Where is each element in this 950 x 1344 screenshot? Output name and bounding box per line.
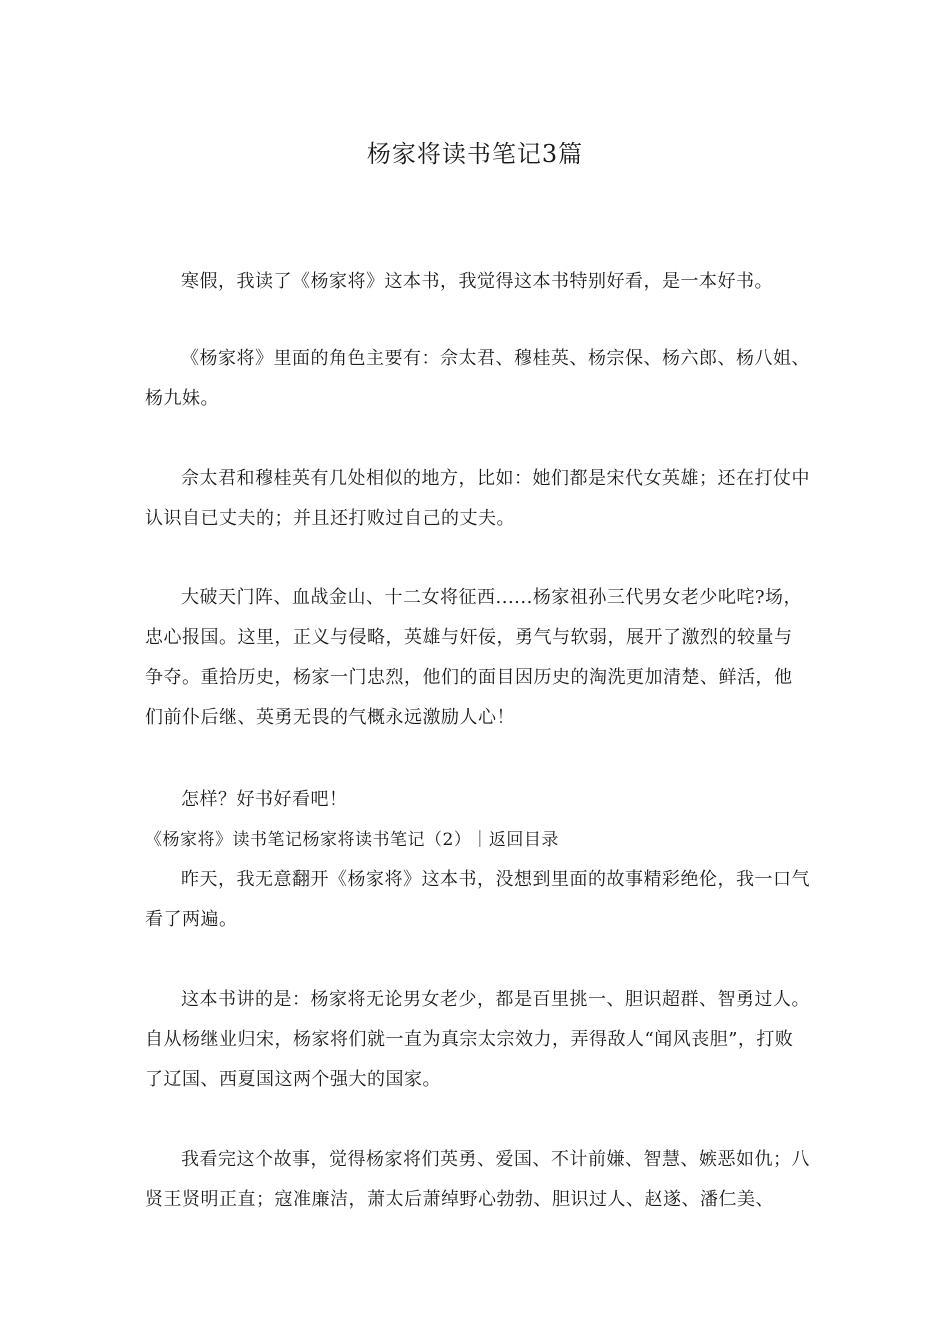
- paragraph-book-content: 这本书讲的是：杨家将无论男女老少，都是百里挑一、胆识超群、智勇过人。自从杨继业归宋，杨家将们就一直为真宗太宗效力，弄得敌人“闻风丧胆”，打败了辽国、西夏国这两个强大的国家。: [145, 989, 810, 1090]
- paragraph-winter-break: 寒假，我读了《杨家将》这本书，我觉得这本书特别好看，是一本好书。: [181, 271, 773, 292]
- paragraph-battles: 大破天门阵、血战金山、十二女将征西......杨家祖孙三代男女老少叱咤?场，忠心报国。这里，正义与侵略，英雄与奸佞，勇气与软弱，展开了激烈的较量与争夺。重拾历史，杨家一门忠烈，他们的面目因历史的淘洗更加清楚、鲜活，他们前仆后继、英勇无畏的气概永远激励人心！: [145, 587, 802, 728]
- paragraph-characters: 《杨家将》里面的角色主要有：佘太君、穆桂英、杨宗保、杨六郎、杨八姐、杨九妹。: [145, 348, 810, 409]
- paragraph-yesterday: 昨天，我无意翻开《杨家将》这本书，没想到里面的故事精彩绝伦，我一口气看了两遍。: [145, 869, 810, 930]
- document-title: 杨家将读书笔记3篇: [366, 140, 584, 168]
- paragraph-impressions: 我看完这个故事，觉得杨家将们英勇、爱国、不计前嫌、智慧、嫉恶如仇；八贤王贤明正直；寇准廉洁，萧太后萧绰野心勃勃、胆识过人、赵遂、潘仁美、: [145, 1149, 810, 1210]
- section-heading-note-2: 《杨家将》读书笔记杨家将读书笔记（2）｜返回目录: [145, 830, 559, 850]
- paragraph-question: 怎样？好书好看吧！: [181, 789, 348, 810]
- paragraph-similarities: 佘太君和穆桂英有几处相似的地方，比如：她们都是宋代女英雄；还在打仗中认识自已丈夫的；并且还打败过自己的丈夫。: [145, 468, 810, 529]
